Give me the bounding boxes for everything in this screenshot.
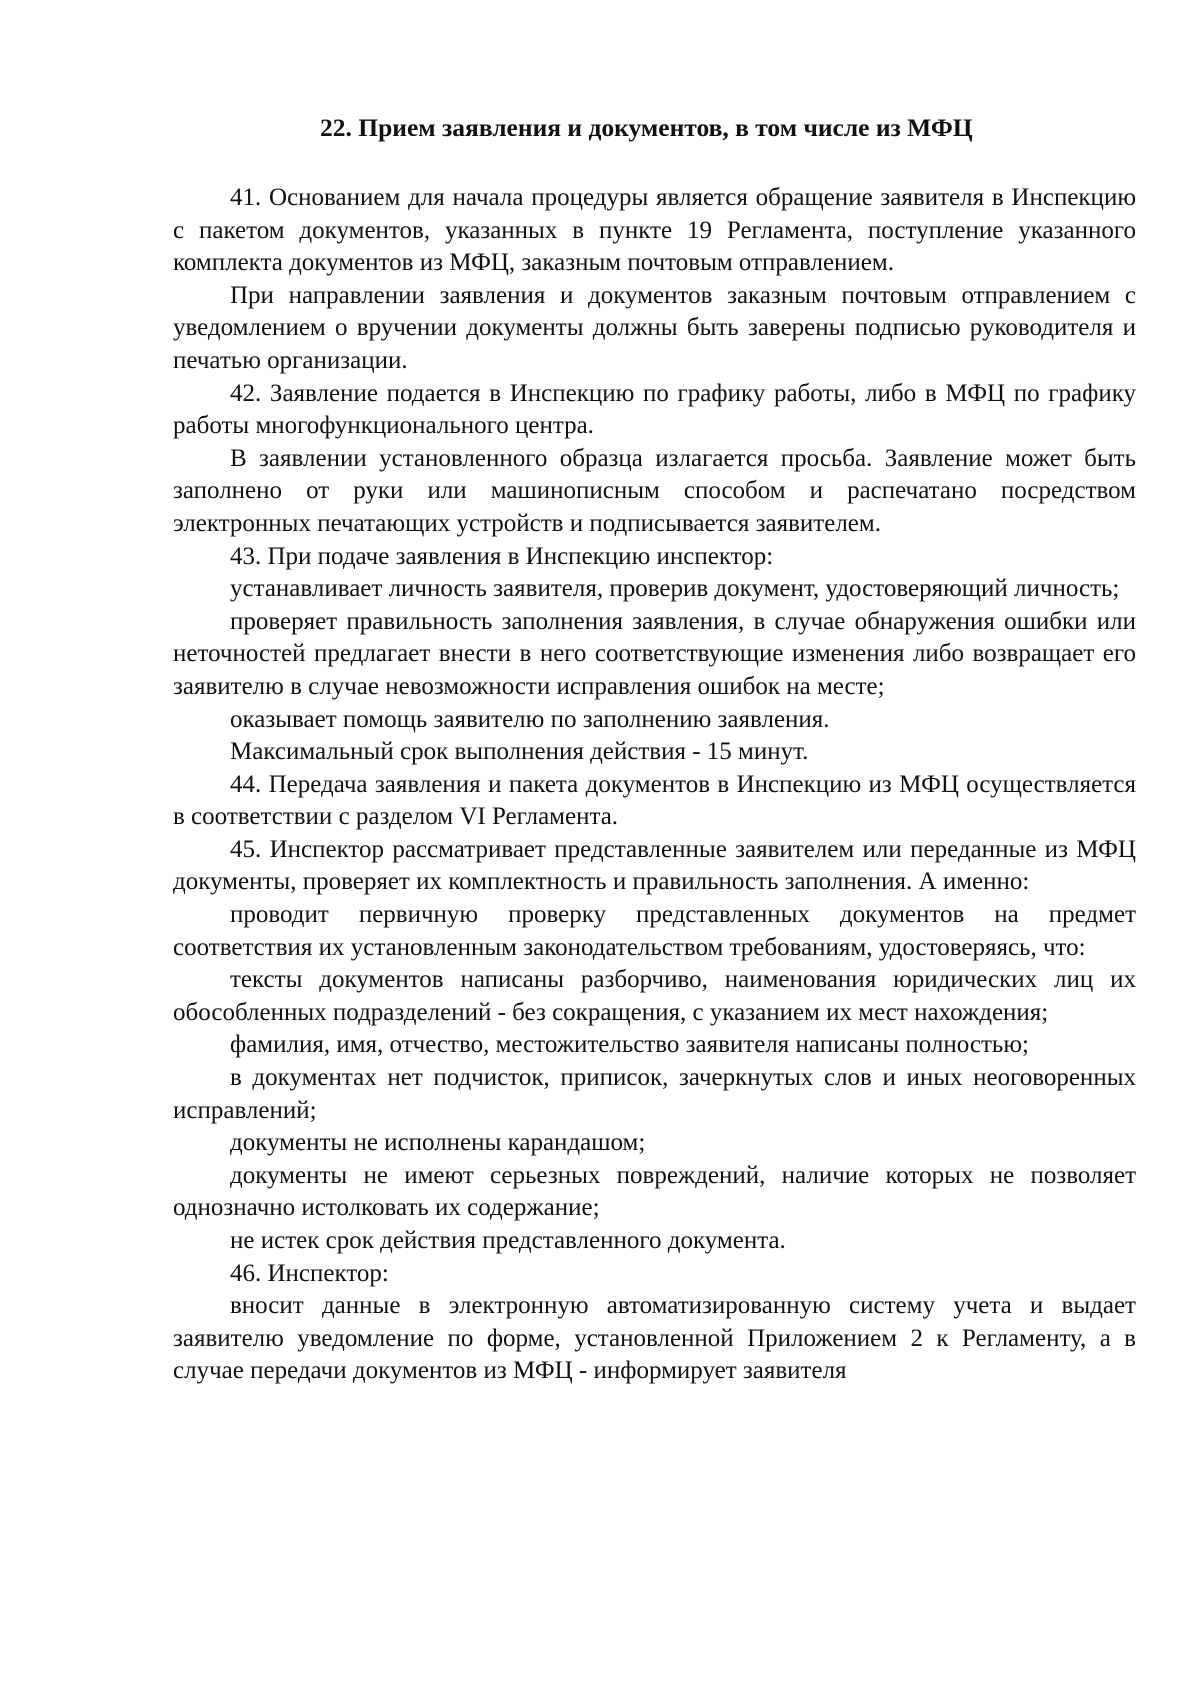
paragraph-41: 41. Основанием для начала процедуры является обращение заявителя в Инспекцию с пакетом документов, указанных в пункте 19 Регламента, поступление указанного комплекта документов из МФЦ, заказным почтовым отправлением. [173,184,1136,277]
paragraph-primary-check: проводит первичную проверку представленных документов на предмет соответствия их установленным законодательством требованиям, удостоверяясь, что: [173,901,1136,961]
paragraph-45: 45. Инспектор рассматривает представленные заявителем или переданные из МФЦ документы, проверяет их комплектность и правильность заполнения. А именно: [173,835,1136,896]
paragraph-identity-check: устанавливает личность заявителя, проверив документ, удостоверяющий личность; [230,575,1120,603]
paragraph-46: 46. Инспектор: [230,1259,389,1287]
paragraph-42: 42. Заявление подается в Инспекцию по графику работы, либо в МФЦ по графику работы многофункционального центра. [173,379,1136,440]
paragraph-mail-submission: При направлении заявления и документов заказным почтовым отправлением с уведомлением о вручении документы должны быть заверены подписью руководителя и печатью организации. [173,281,1136,374]
paragraph-data-entry: вносит данные в электронную автоматизированную систему учета и выдает заявителю уведомление по форме, установленной Приложением 2 к Регламенту, а в случае передачи документов из МФЦ - информирует заявителя [173,1292,1136,1385]
paragraph-44: 44. Передача заявления и пакета документов в Инспекцию из МФЦ осуществляется в соответствии с разделом VI Регламента. [173,770,1136,831]
paragraph-no-damage: документы не имеют серьезных повреждений, наличие которых не позволяет однозначно истолковать их содержание; [173,1161,1136,1222]
paragraph-43: 43. При подаче заявления в Инспекцию инспектор: [230,542,774,570]
paragraph-legible-texts: тексты документов написаны разборчиво, наименования юридических лиц их обособленных подразделений - без сокращения, с указанием их мест нахождения; [173,966,1136,1026]
section-heading: 22. Прием заявления и документов, в том числе из МФЦ [320,113,973,142]
document-body [173,182,1136,1388]
paragraph-no-erasures: в документах нет подчисток, приписок, зачеркнутых слов и иных неоговоренных исправлений; [173,1064,1136,1124]
document-page [173,0,1136,1388]
paragraph-max-time: Максимальный срок выполнения действия - 15 минут. [230,738,809,766]
paragraph-full-name: фамилия, имя, отчество, местожительство заявителя написаны полностью; [230,1031,1029,1059]
paragraph-no-pencil: документы не исполнены карандашом; [230,1129,646,1157]
paragraph-application-form: В заявлении установленного образца излагается просьба. Заявление может быть заполнено от руки или машинописным способом и распечатано посредством электронных печатающих устройств и подписывается заявителем. [173,444,1136,537]
paragraph-assistance: оказывает помощь заявителю по заполнению заявления. [230,705,830,733]
paragraph-not-expired: не истек срок действия представленного документа. [230,1227,786,1254]
paragraph-correctness-check: проверяет правильность заполнения заявления, в случае обнаружения ошибки или неточностей предлагает внести в него соответствующие изменения либо возвращает его заявителю в случае невозможности исправления ошибок на месте; [173,607,1136,700]
